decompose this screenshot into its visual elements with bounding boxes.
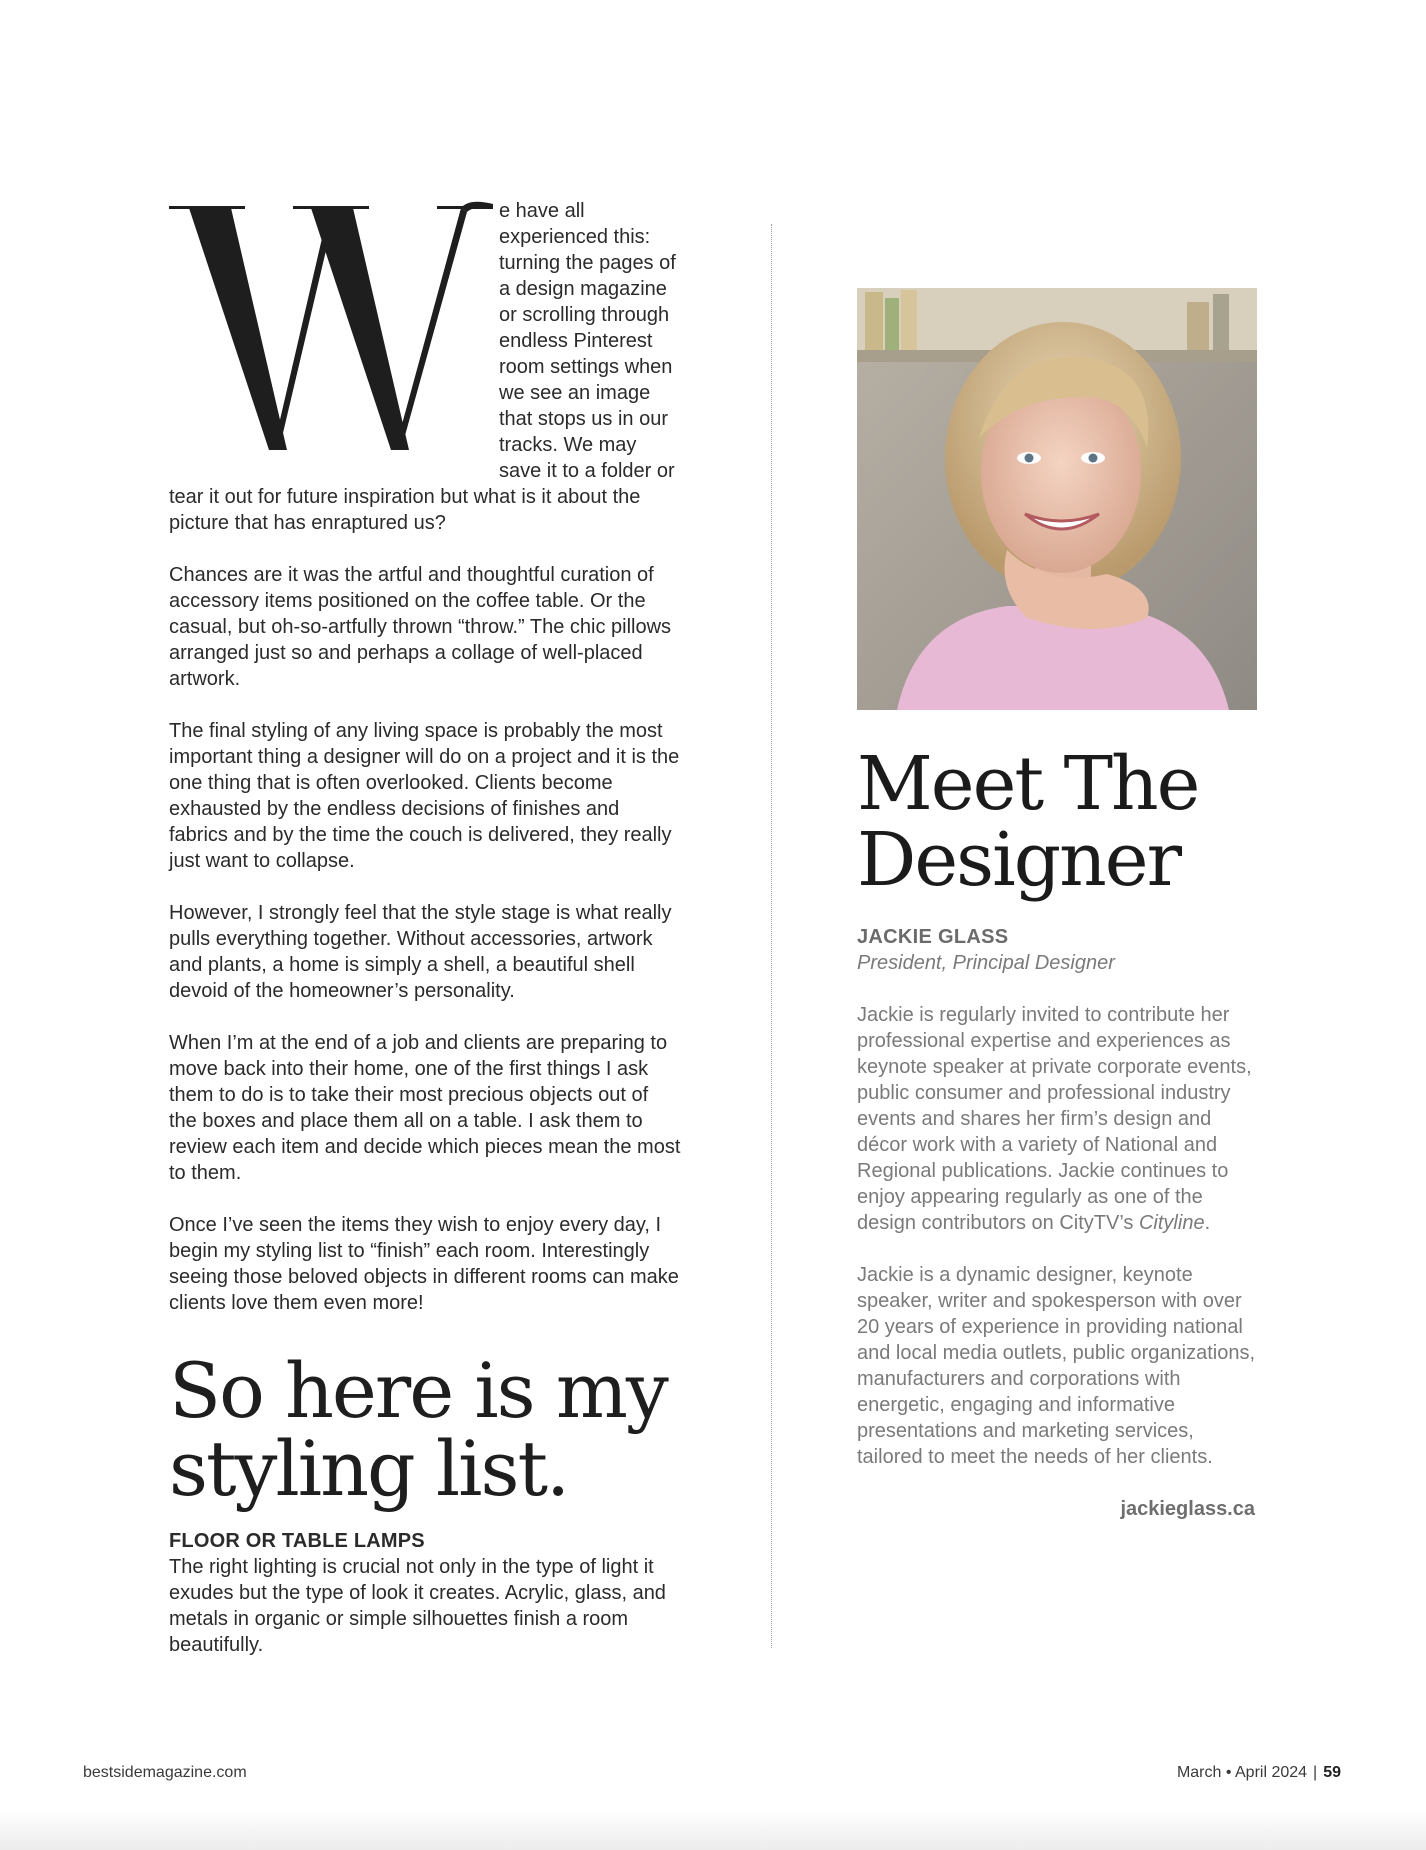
paragraph-4: When I’m at the end of a job and clients are preparing to move back into their home, one of the first things I ask them to do is to take their most precious objects out of the boxes and place them all on a table. I ask them to review each item and decide which pieces mean the most to them.: [169, 1032, 681, 1184]
footer-separator: |: [1313, 1764, 1318, 1781]
paragraph-3: However, I strongly feel that the style stage is what really pulls everything together. Without accessories, artwork and plants, a home is simply a shell, a beautiful shell devoid of the homeowner’s personality.: [169, 902, 672, 1002]
cityline-show-name: Cityline: [1138, 1212, 1205, 1234]
bio-1-end: .: [1204, 1212, 1211, 1234]
paragraph-2: The final styling of any living space is probably the most important thing a designer will do on a project and it is the one thing that is often overlooked. Clients become exhausted by the endless decisions of finishes and fabrics and by the time the couch is delivered, they really just want to collapse.: [169, 720, 680, 872]
bottom-shade: [0, 1810, 1426, 1850]
lamps-paragraph: The right lighting is crucial not only in the type of light it exudes but the type of look it creates. Acrylic, glass, and metals in organic or simple silhouettes finish a room beautifully.: [169, 1556, 666, 1656]
bio-1-main: Jackie is regularly invited to contribute her professional expertise and experiences as keynote speaker at private corporate events, public consumer and professional industry events and shares her firm’s design and décor work with a variety of National and Regional publications. Jackie continues to enjoy appearing regularly as one of the design contributors on CityTV’s: [857, 1004, 1252, 1234]
lamps-heading: FLOOR OR TABLE LAMPS: [169, 1530, 425, 1552]
designer-portrait: [857, 288, 1257, 710]
designer-role: President, Principal Designer: [857, 952, 1115, 974]
designer-sidebar: [857, 288, 1257, 1522]
styling-list-heading: So here is my styling list.: [169, 1346, 667, 1513]
designer-website-link[interactable]: jackieglass.ca: [1120, 1498, 1255, 1520]
bio-paragraph-1: [857, 1002, 1257, 1236]
drop-cap-w-glyph: [169, 198, 493, 456]
drop-cap-letter: [169, 198, 493, 460]
paragraph-5: Once I’ve seen the items they wish to enjoy every day, I begin my styling list to “finish” each room. Interestingly seeing those beloved objects in different rooms can make clients love them even more!: [169, 1214, 679, 1314]
footer-site: bestsidemagazine.com: [83, 1764, 247, 1781]
intro-paragraph: e have all experienced this: turning the pages of a design magazine or scrolling through endless Pinterest room settings when we see an image that stops us in our tracks. We may save it to a folder or tear it out for future inspiration but what is it about the picture that has enraptured us?: [169, 200, 676, 534]
paragraph-1: Chances are it was the artful and thoughtful curation of accessory items positioned on the coffee table. Or the casual, but oh-so-artfully thrown “throw.” The chic pillows arranged just so and perhaps a collage of well-placed artwork.: [169, 564, 672, 690]
meet-the-designer-title: Meet The Designer: [857, 741, 1199, 903]
footer-issue-info: [1177, 1764, 1341, 1782]
article-column: [169, 198, 681, 1658]
column-divider: [771, 224, 772, 1648]
bio-paragraph-2: Jackie is a dynamic designer, keynote speaker, writer and spokesperson with over 20 years of experience in providing national and local media outlets, public organizations, manufacturers and corporations with energetic, engaging and informative presentations and marketing services, tailored to meet the needs of her clients.: [857, 1264, 1256, 1468]
designer-name: JACKIE GLASS: [857, 926, 1009, 948]
footer-issue: March • April 2024: [1176, 1764, 1308, 1781]
intro-block: [169, 198, 681, 536]
page-number: 59: [1323, 1764, 1341, 1781]
